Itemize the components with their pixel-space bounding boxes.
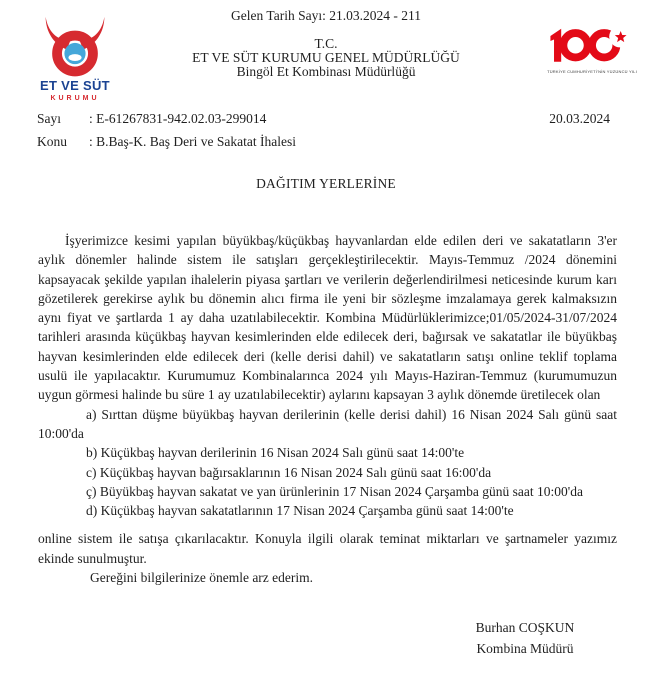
document-date: 20.03.2024 (549, 111, 610, 126)
sayi-label: Sayı (37, 111, 62, 126)
konu-row (37, 132, 615, 151)
recipient-line: DAĞITIM YERLERİNE (256, 176, 396, 191)
etsk-logo (28, 16, 122, 102)
etsk-logo-text: ET VE SÜT (40, 78, 110, 93)
letter-body (0, 231, 652, 587)
konu-label: Konu (37, 134, 67, 149)
closing-paragraph: online sistem ile satışa çıkarılacaktır. Konuyla ilgili olarak teminat miktarları ve şartnameler yazımız ekinde sunulmuştur. (38, 531, 617, 566)
incoming-registry-line: Gelen Tarih Sayı: 21.03.2024 - 211 (231, 8, 421, 23)
list-item-c: c) Küçükbaş hayvan bağırsaklarının 16 Nisan 2024 Salı günü saat 16:00'da (86, 464, 492, 480)
konu-value: : B.Baş-K. Baş Deri ve Sakatat İhalesi (89, 134, 296, 149)
centenary-caption: TÜRKİYE CUMHURİYETİ'NİN YÜZÜNCÜ YILI (547, 69, 637, 74)
signature-block (440, 617, 610, 659)
sayi-value: : E-61267831-942.02.03-299014 (89, 111, 267, 126)
signer-name: Burhan COŞKUN (475, 620, 575, 636)
body-paragraph: İşyerimizce kesimi yapılan büyükbaş/küçükbaş hayvanlardan elde edilen deri ve sakatatların 3'er aylık dönemler halinde sistem ile satışları gerçekleştirilecektir. Mayıs-Temmuz /2024 dönemini kapsayacak şekilde yapılan ihalelerin piyasa şartları ve verilerin değerlendirilmesi neticesinde kurum karı gözetilerek gerekirse aylık bu dönemin alıcı firma ile yeni bir sözleşme imzalamaya gerek kalmaksızın aynı fiyat ve şartlarda 1 ay daha uzatılabilecektir. Kombina Müdürlüklerimizce;01/05/2024-31/07/2024 tarihleri arasında küçükbaş hayvan kesimlerinden elde edilecek deri, bağırsak ve sakatatlar ile büyükbaş hayvan kesimlerinden elde edilecek deri (kelle derisi dahil) ve sakatatların satışı online teklif toplama usulü ile yapılacaktır. Kurumumuz Kombinalarınca 2024 yılı Mayıs-Haziran-Temmuz (kurumumuzun uygun görmesi halinde bu süre 1 ay uzatılabilecektir) aylarını kapsayan 3 aylık dönemde üretilecek olan (38, 233, 617, 403)
letterhead-unit: Bingöl Et Kombinası Müdürlüğü (236, 64, 416, 79)
list-item-c-cedilla: ç) Büyükbaş hayvan sakatat ve yan ürünlerinin 17 Nisan 2024 Çarşamba günü saat 10:00'da (86, 483, 583, 499)
document-meta (0, 109, 652, 151)
centenary-100-icon (549, 24, 635, 68)
closing-line: Gereğini bilgilerinize önemle arz ederim. (90, 570, 314, 586)
list-item-a: a) Sırttan düşme büyükbaş hayvan derilerinin (kelle derisi dahil) 16 Nisan 2024 Salı günü saat 10:00'da (38, 406, 617, 441)
list-item-d: d) Küçükbaş hayvan sakatatlarının 17 Nisan 2024 Çarşamba günü saat 14:00'te (86, 503, 514, 519)
list-item-b: b) Küçükbaş hayvan derilerinin 16 Nisan 2024 Salı günü saat 14:00'te (86, 445, 465, 461)
bull-icon (36, 16, 114, 78)
centenary-logo (546, 24, 638, 74)
etsk-logo-subtext: KURUMU (50, 94, 100, 102)
letterhead-tc: T.C. (314, 36, 338, 51)
sayi-row (37, 109, 615, 128)
letterhead-org: ET VE SÜT KURUMU GENEL MÜDÜRLÜĞÜ (192, 50, 460, 65)
signer-title: Kombina Müdürü (476, 641, 574, 657)
